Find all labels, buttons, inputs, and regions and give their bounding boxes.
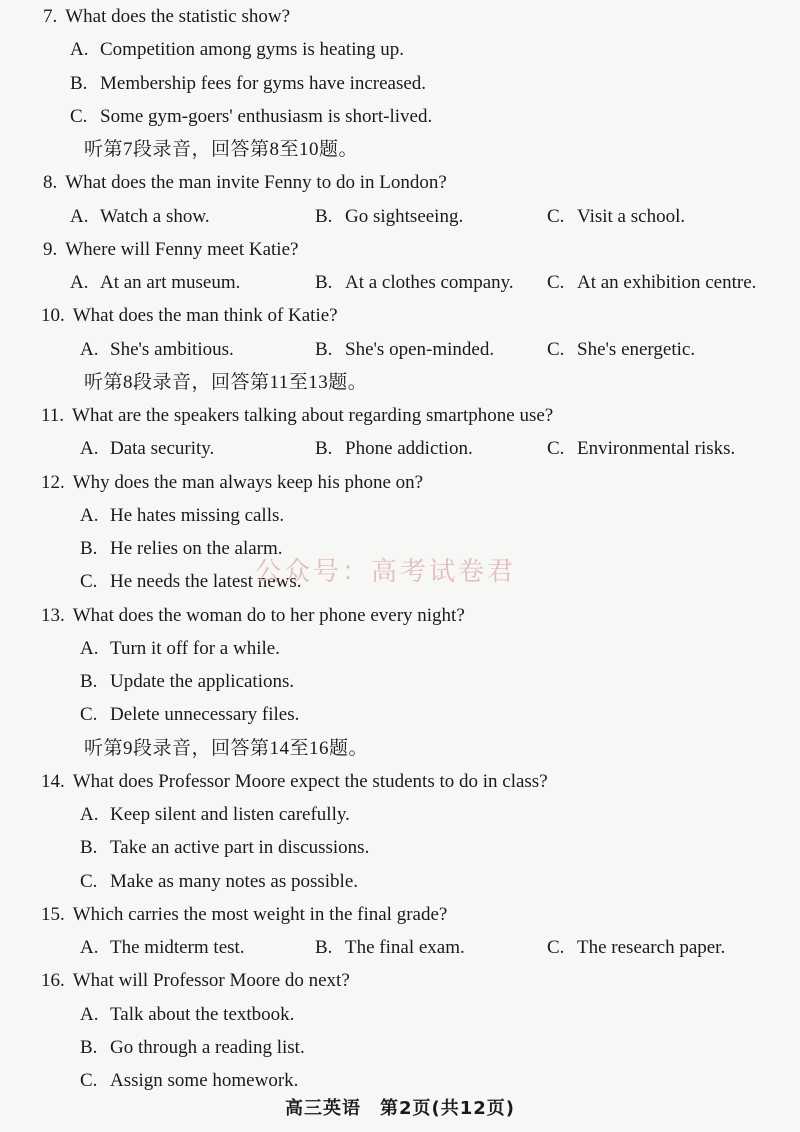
- option-text: She's energetic.: [577, 338, 696, 360]
- question: [0, 0, 290, 33]
- option-a: [80, 333, 234, 366]
- option-text: The research paper.: [577, 937, 726, 958]
- option-label: A.: [80, 504, 99, 526]
- option-a: [70, 200, 210, 233]
- question-number: 12.: [41, 471, 65, 493]
- option-c: [547, 931, 725, 964]
- page-footer: 高三英语 第2页(共12页): [284, 1098, 516, 1119]
- option-c: [547, 200, 685, 233]
- question-number: 13.: [41, 604, 65, 626]
- question-number: 16.: [41, 970, 65, 992]
- option-label: C.: [80, 1070, 98, 1091]
- option-b: [315, 931, 465, 964]
- option-row: [0, 266, 800, 299]
- option-text: Turn it off for a while.: [110, 637, 280, 659]
- option-text: Visit a school.: [577, 205, 686, 227]
- option-label: A.: [70, 272, 89, 293]
- question-text: Where will Fenny meet Katie?: [65, 238, 299, 260]
- option-row: [0, 499, 800, 532]
- question-text: What does the man think of Katie?: [72, 305, 338, 327]
- question: [0, 466, 423, 499]
- option-row: [0, 698, 800, 731]
- option-b: [80, 1031, 305, 1064]
- option-label: B.: [315, 205, 333, 227]
- option-text: Make as many notes as possible.: [110, 870, 359, 892]
- question-text: Which carries the most weight in the final grade?: [72, 903, 448, 925]
- option-text: Go sightseeing.: [345, 205, 464, 227]
- option-label: B.: [80, 1036, 98, 1058]
- question-number: 9.: [43, 238, 58, 260]
- option-text: Take an active part in discussions.: [110, 837, 370, 859]
- option-c: [70, 100, 432, 133]
- option-b: [80, 831, 369, 864]
- option-row: [0, 200, 800, 233]
- question-number: 14.: [41, 770, 65, 792]
- question-text: What are the speakers talking about regarding smartphone use?: [72, 405, 554, 426]
- option-b: [80, 665, 294, 698]
- option-row: [0, 931, 800, 964]
- option-text: He needs the latest news.: [110, 571, 302, 593]
- option-c: [547, 266, 756, 299]
- option-b: [70, 67, 426, 100]
- option-b: [315, 333, 494, 366]
- option-text: Talk about the textbook.: [110, 1003, 295, 1025]
- option-label: A.: [80, 1003, 99, 1025]
- option-row: [0, 665, 800, 698]
- option-text: The midterm test.: [110, 937, 245, 958]
- option-row: [0, 67, 800, 100]
- option-row: [0, 831, 800, 864]
- option-label: A.: [80, 804, 99, 825]
- option-row: [0, 333, 800, 366]
- option-text: At an art museum.: [100, 272, 241, 293]
- watermark-text: 公众号：高考试卷君: [255, 557, 517, 587]
- option-text: Delete unnecessary files.: [110, 704, 300, 726]
- option-label: C.: [547, 438, 565, 460]
- question: [0, 399, 553, 432]
- option-label: C.: [80, 704, 98, 726]
- option-a: [70, 33, 404, 66]
- question-number: 7.: [43, 6, 58, 27]
- option-text: The final exam.: [345, 937, 465, 958]
- option-text: Assign some homework.: [110, 1070, 299, 1091]
- option-label: C.: [547, 338, 565, 360]
- question: [0, 765, 548, 798]
- option-text: She's open-minded.: [345, 338, 495, 360]
- option-text: Phone addiction.: [345, 438, 473, 460]
- option-a: [80, 798, 350, 831]
- option-b: [315, 266, 514, 299]
- question: [0, 299, 338, 332]
- option-c: [80, 865, 358, 898]
- option-label: C.: [547, 205, 565, 227]
- option-row: [0, 33, 800, 66]
- option-c: [80, 698, 299, 731]
- section-instruction: 听第7段录音，回答第8至10题。: [84, 139, 359, 160]
- option-text: Go through a reading list.: [110, 1036, 305, 1058]
- option-c: [80, 1064, 298, 1097]
- option-row: [0, 100, 800, 133]
- option-label: B.: [80, 538, 98, 559]
- option-label: B.: [315, 438, 333, 460]
- option-text: At a clothes company.: [345, 272, 514, 293]
- option-text: Environmental risks.: [577, 438, 736, 460]
- option-label: A.: [70, 39, 89, 61]
- option-label: A.: [80, 637, 99, 659]
- question-number: 10.: [41, 305, 65, 327]
- option-row: [0, 998, 800, 1031]
- question-number: 8.: [43, 172, 58, 194]
- option-label: A.: [80, 937, 99, 958]
- option-c: [547, 333, 695, 366]
- option-label: C.: [547, 937, 565, 958]
- option-label: C.: [80, 870, 98, 892]
- option-text: She's ambitious.: [110, 338, 234, 360]
- option-b: [315, 432, 473, 465]
- option-a: [80, 632, 280, 665]
- option-b: [315, 200, 463, 233]
- option-row: [0, 1031, 800, 1064]
- option-label: B.: [315, 272, 333, 293]
- option-label: B.: [80, 837, 98, 859]
- option-text: Watch a show.: [100, 205, 210, 227]
- option-a: [80, 931, 245, 964]
- option-row: [0, 798, 800, 831]
- option-row: [0, 432, 800, 465]
- option-label: B.: [315, 338, 333, 360]
- option-label: C.: [80, 571, 98, 593]
- option-b: [80, 532, 283, 565]
- question: [0, 166, 447, 199]
- option-label: B.: [70, 72, 88, 94]
- question-number: 15.: [41, 903, 65, 925]
- option-a: [80, 998, 294, 1031]
- option-row: [0, 632, 800, 665]
- question-text: What does the statistic show?: [65, 6, 291, 27]
- question-text: What does the man invite Fenny to do in London?: [65, 172, 447, 194]
- option-row: [0, 1064, 800, 1097]
- option-text: Keep silent and listen carefully.: [110, 804, 350, 825]
- option-text: Competition among gyms is heating up.: [100, 39, 404, 61]
- option-label: C.: [547, 272, 565, 293]
- option-text: Update the applications.: [110, 671, 295, 692]
- option-text: He hates missing calls.: [110, 504, 285, 526]
- option-text: Data security.: [110, 438, 215, 460]
- option-label: B.: [80, 671, 98, 692]
- question: [0, 233, 298, 266]
- question: [0, 964, 350, 997]
- option-text: Membership fees for gyms have increased.: [100, 72, 427, 94]
- option-label: A.: [80, 338, 99, 360]
- option-text: At an exhibition centre.: [577, 272, 757, 293]
- question-text: Why does the man always keep his phone on?: [72, 471, 424, 493]
- question-text: What will Professor Moore do next?: [72, 970, 350, 992]
- question-text: What does the woman do to her phone every night?: [72, 604, 465, 626]
- option-text: Some gym-goers' enthusiasm is short-lived.: [100, 105, 433, 127]
- question-text: What does Professor Moore expect the students to do in class?: [72, 770, 548, 792]
- option-label: C.: [70, 105, 88, 127]
- option-a: [70, 266, 240, 299]
- option-label: B.: [315, 937, 333, 958]
- option-row: [0, 865, 800, 898]
- option-label: A.: [80, 438, 99, 460]
- option-a: [80, 432, 214, 465]
- option-a: [80, 499, 284, 532]
- option-text: He relies on the alarm.: [110, 538, 283, 559]
- option-c: [547, 432, 735, 465]
- section-instruction: 听第8段录音，回答第11至13题。: [84, 371, 368, 393]
- question: [0, 599, 465, 632]
- question: [0, 898, 447, 931]
- question-number: 11.: [41, 405, 65, 426]
- option-label: A.: [70, 205, 89, 227]
- section-instruction: 听第9段录音，回答第14至16题。: [84, 737, 369, 759]
